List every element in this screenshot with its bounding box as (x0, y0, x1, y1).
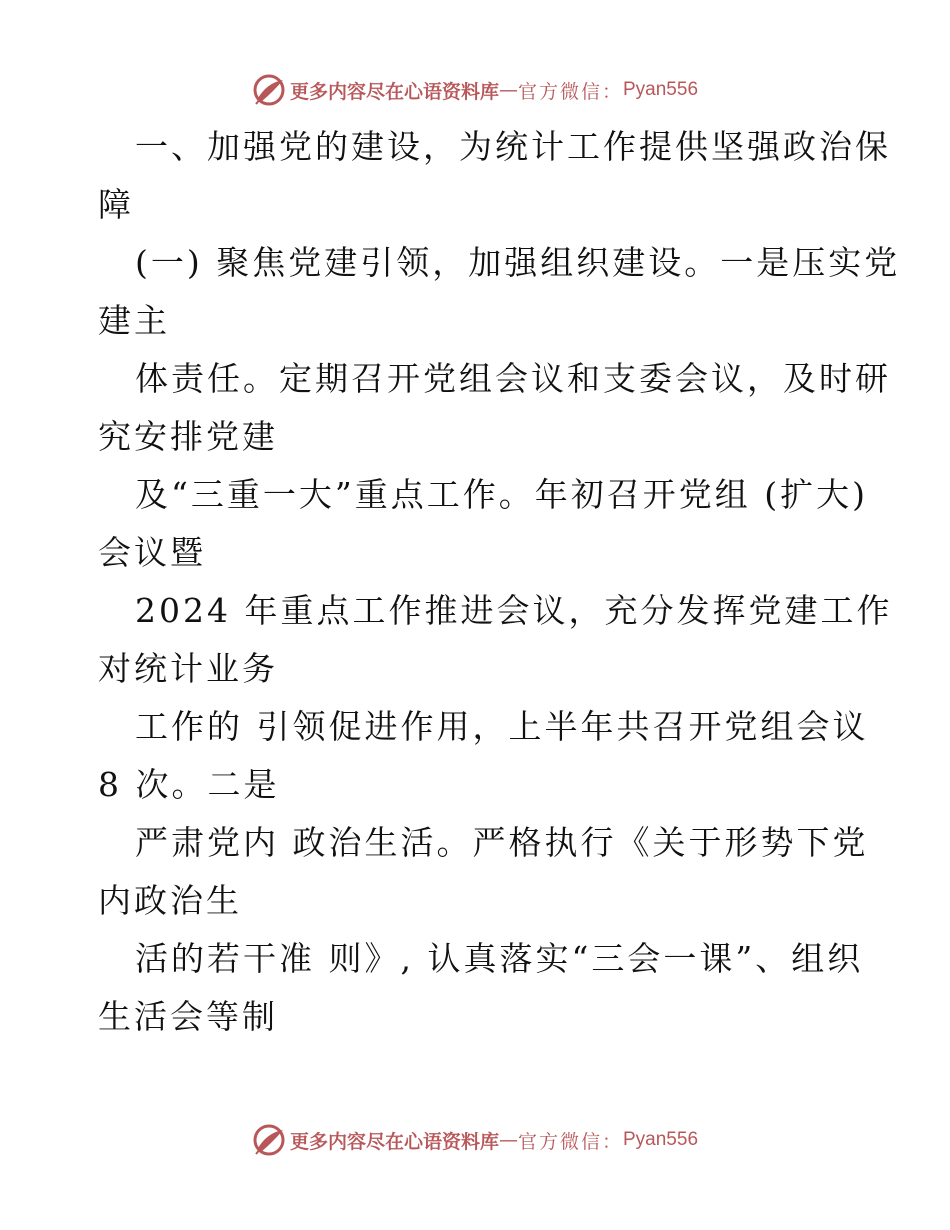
body-line: 建主 (98, 301, 170, 340)
body-line: 工作的 引领促进作用，上半年共召开党组会议 (135, 707, 869, 746)
body-line: 障 (98, 185, 134, 224)
body-line: 对统计业务 (98, 649, 278, 688)
footer-wechat-label: 官方微信： (517, 1130, 623, 1153)
body-line: 会议暨 (98, 533, 206, 572)
footer-separator: — (498, 1129, 518, 1151)
body-line: 及“三重一大”重点工作。年初召开党组 (扩大) (135, 475, 868, 514)
header-separator: — (498, 79, 518, 101)
footer-watermark (0, 1120, 950, 1160)
body-line: 一、加强党的建设，为统计工作提供坚强政治保 (135, 127, 891, 166)
body-line: 活的若干准 则》, 认真落实“三会一课”、组织 (135, 939, 864, 978)
pen-logo-icon (252, 73, 286, 107)
body-line: 体责任。定期召开党组会议和支委会议，及时研 (135, 359, 891, 398)
header-wechat-label: 官方微信： (517, 80, 623, 103)
pen-logo-icon (252, 1123, 286, 1157)
body-line: 生活会等制 (98, 997, 278, 1036)
body-line: 内政治生 (98, 881, 242, 920)
body-line: 究安排党建 (98, 417, 278, 456)
body-line: 2024 年重点工作推进会议，充分发挥党建工作 (135, 591, 893, 630)
document-body (98, 118, 901, 1046)
header-watermark (0, 70, 950, 110)
header-wechat-id: Pyan556 (623, 79, 699, 100)
footer-main-text: 更多内容尽在心语资料库 (289, 1130, 499, 1153)
footer-wechat-id: Pyan556 (623, 1129, 699, 1150)
body-line: 严肃党内 政治生活。严格执行《关于形势下党 (135, 823, 869, 862)
header-main-text: 更多内容尽在心语资料库 (289, 80, 499, 103)
body-line: (一) 聚焦党建引领，加强组织建设。一是压实党 (135, 243, 901, 282)
body-line: 8 次。二是 (98, 765, 280, 804)
